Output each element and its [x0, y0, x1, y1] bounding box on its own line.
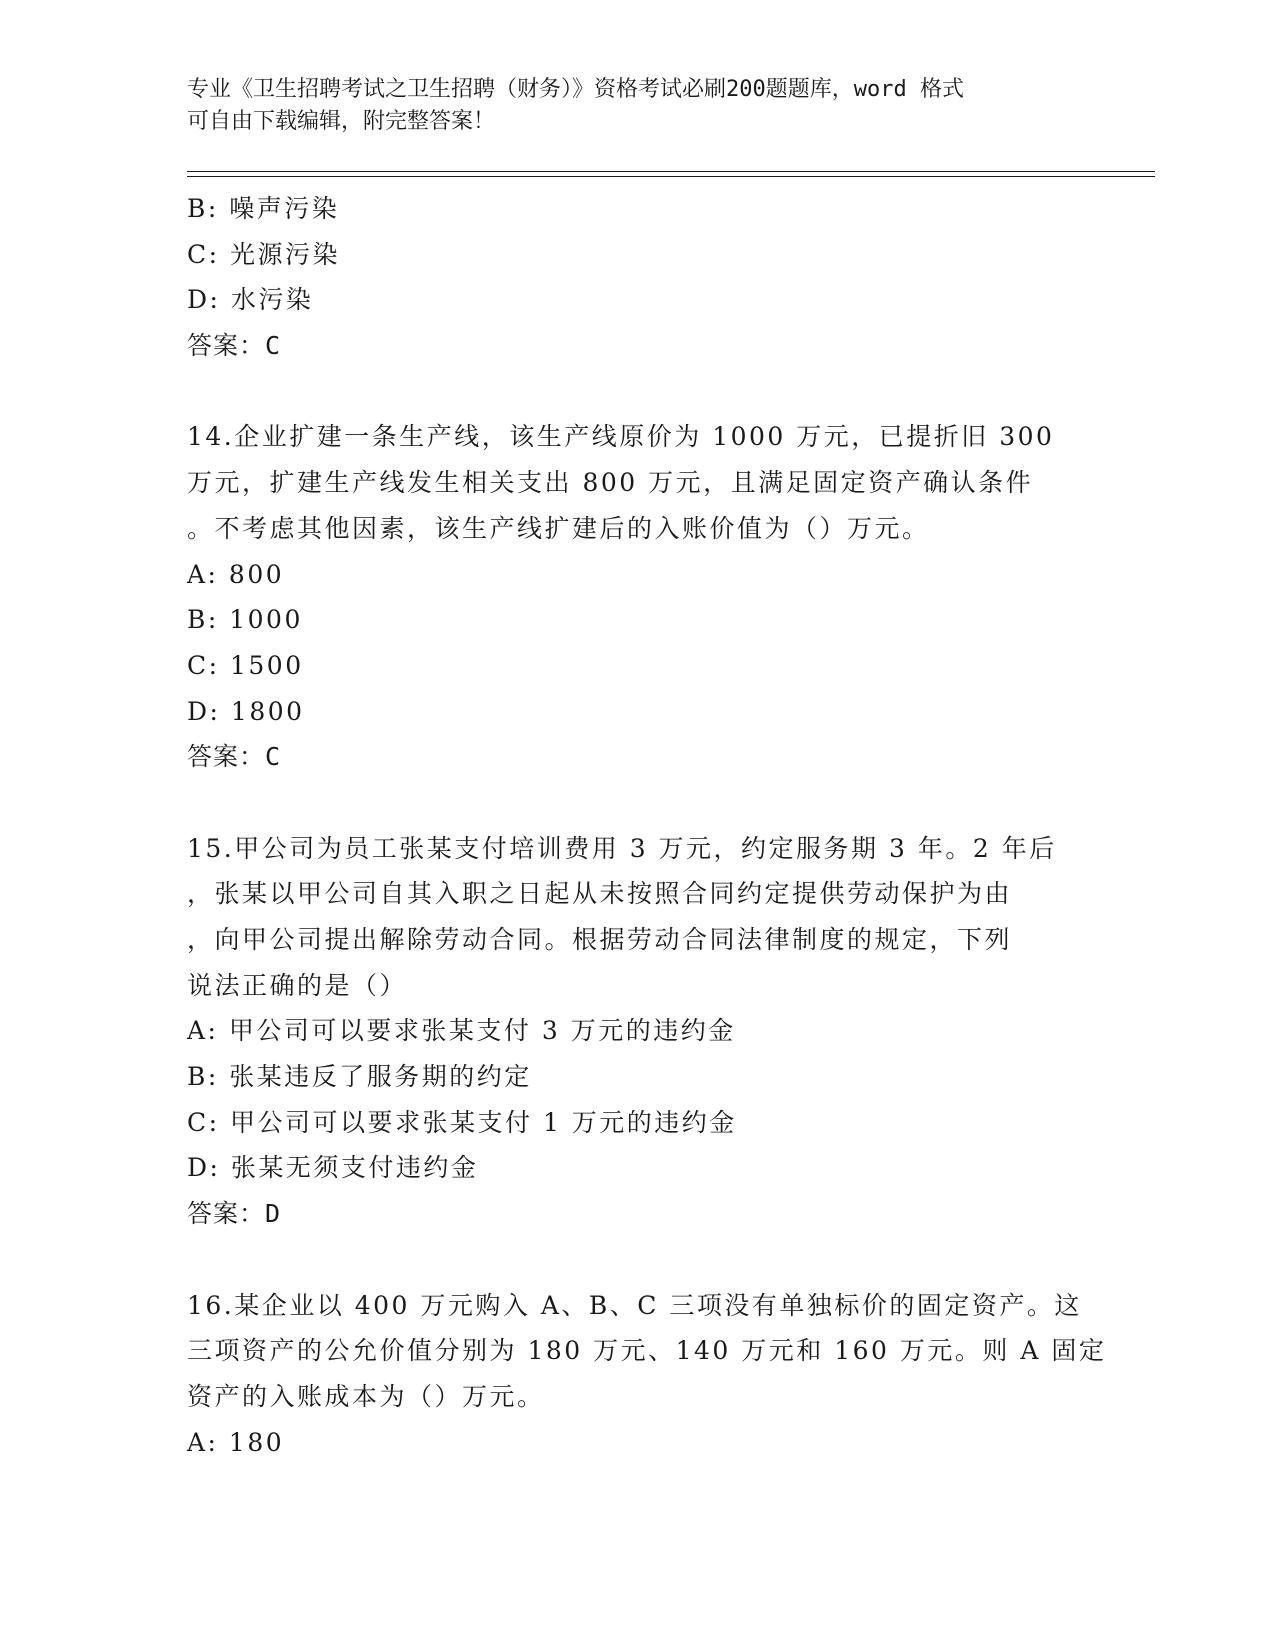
- option-b: B: 1000: [187, 605, 303, 635]
- document-header: [187, 74, 1087, 138]
- question-stem-line: 15.甲公司为员工张某支付培训费用 3 万元，约定服务期 3 年。2 年后: [187, 833, 1057, 863]
- header-divider-top: [187, 171, 1155, 172]
- option-b: B: 噪声污染: [187, 194, 340, 223]
- question-stem-line: 三项资产的公允价值分别为 180 万元、140 万元和 160 万元。则 A 固定: [187, 1336, 1107, 1366]
- option-b: B: 张某违反了服务期的约定: [187, 1062, 532, 1092]
- question-block-15: [187, 826, 1087, 1237]
- question-stem-line: 说法正确的是（）: [187, 970, 408, 1000]
- option-a: A: 180: [187, 1427, 285, 1457]
- answer-line: 答案：C: [187, 742, 282, 772]
- header-line-2: 可自由下载编辑，附完整答案！: [187, 109, 496, 134]
- question-block-16: [187, 1283, 1107, 1466]
- header-divider-bottom: [187, 176, 1155, 177]
- question-stem-line: 。不考虑其他因素，该生产线扩建后的入账价值为（）万元。: [187, 513, 930, 543]
- option-a: A: 800: [187, 559, 285, 589]
- option-d: D: 1800: [187, 696, 305, 726]
- option-d: D: 水污染: [187, 285, 314, 315]
- option-c: C: 光源污染: [187, 239, 340, 269]
- option-a: A: 甲公司可以要求张某支付 3 万元的违约金: [187, 1016, 736, 1046]
- question-block-13: [187, 186, 1087, 369]
- option-c: C: 1500: [187, 650, 304, 680]
- question-list: [187, 186, 1107, 1465]
- question-stem-line: 资产的入账成本为（）万元。: [187, 1381, 545, 1411]
- answer-line: 答案：C: [187, 331, 282, 361]
- question-block-14: [187, 414, 1087, 780]
- question-stem-line: 16.某企业以 400 万元购入 A、B、C 三项没有单独标价的固定资产。这: [187, 1290, 1082, 1320]
- question-stem-line: 万元，扩建生产线发生相关支出 800 万元，且满足固定资产确认条件: [187, 468, 1034, 498]
- answer-line: 答案：D: [187, 1199, 282, 1229]
- header-line-1: 专业《卫生招聘考试之卫生招聘（财务）》资格考试必刷200题题库，word 格式: [187, 77, 964, 102]
- option-d: D: 张某无须支付违约金: [187, 1153, 479, 1183]
- question-stem-line: 14.企业扩建一条生产线，该生产线原价为 1000 万元，已提折旧 300: [187, 422, 1055, 452]
- question-stem-line: ，向甲公司提出解除劳动合同。根据劳动合同法律制度的规定，下列: [187, 925, 1013, 954]
- question-stem-line: ，张某以甲公司自其入职之日起从未按照合同约定提供劳动保护为由: [187, 879, 1013, 909]
- option-c: C: 甲公司可以要求张某支付 1 万元的违约金: [187, 1107, 737, 1137]
